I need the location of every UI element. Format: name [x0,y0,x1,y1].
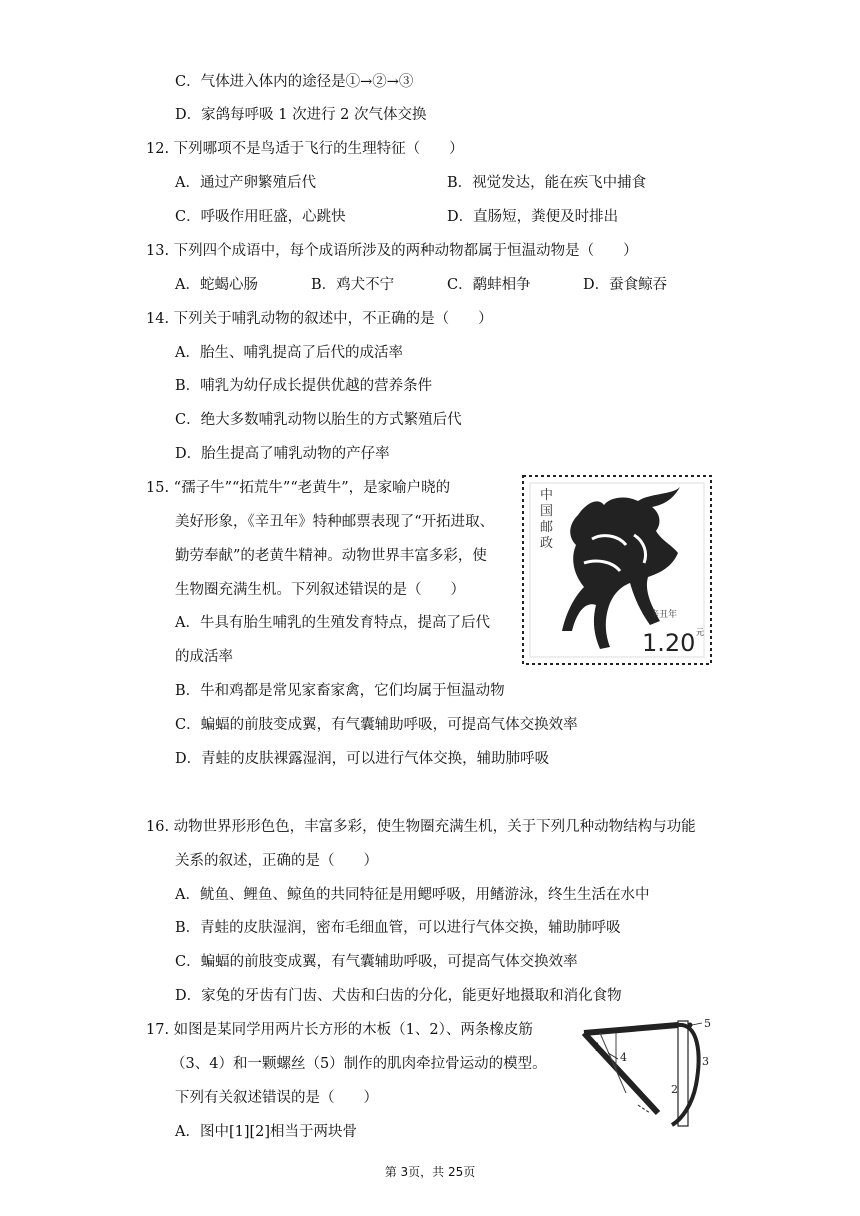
q17-stem-line2: （3、4）和一颗螺丝（5）制作的肌肉牵拉骨运动的模型。 [171,1056,547,1072]
q14-option-c: C．绝大多数哺乳动物以胎生的方式繁殖后代 [175,412,462,428]
page-footer: 第 3页，共 25页 [384,1165,476,1179]
q14-stem: 14. 下列关于哺乳动物的叙述中，不正确的是（ ） [146,311,493,327]
q15-option-a: A．牛具有胎生哺乳的生殖发育特点，提高了后代 [175,615,490,631]
q11-option-c: C．气体进入体内的途径是①→②→③ [175,74,414,90]
q15-option-a-cont: 的成活率 [175,649,233,665]
q15-option-b: B．牛和鸡都是常见家畜家禽，它们均属于恒温动物 [175,683,505,699]
diagram-label-1: 1 [594,1041,601,1054]
stamp-artist: 辛丑年 [650,610,678,620]
q12-option-b: B．视觉发达，能在疾飞中捕食 [447,175,647,191]
svg-text:国: 国 [540,504,554,519]
q15-stem-line1: 15. “孺子牛”“拓荒牛”“老黄牛”，是家喻户晓的 [146,480,451,496]
q15-stem-line2: 美好形象，《辛丑年》特种邮票表现了“开拓进取、 [175,514,495,530]
stamp-unit: 元 [696,628,704,637]
q15-option-c: C．蝙蝠的前肢变成翼，有气囊辅助呼吸，可提高气体交换效率 [175,717,578,733]
stamp-value: 1.20 [642,629,696,657]
muscle-bone-model-diagram [578,1013,723,1128]
q14-option-a: A．胎生、哺乳提高了后代的成活率 [175,345,403,361]
q16-stem-line1: 16. 动物世界形形色色，丰富多彩，使生物圈充满生机，关于下列几种动物结构与功能 [146,819,696,835]
svg-text:邮: 邮 [540,520,554,535]
ox-stamp-image [522,475,712,665]
q17-stem-line3: 下列有关叙述错误的是（ ） [175,1090,378,1106]
svg-text:中: 中 [540,488,554,503]
q12-option-d: D．直肠短，粪便及时排出 [447,209,619,225]
q15-stem-line4: 生物圈充满生机。下列叙述错误的是（ ） [175,582,465,598]
q16-stem-line2: 关系的叙述，正确的是（ ） [175,853,378,869]
q13-option-b: B．鸡犬不宁 [311,277,395,293]
diagram-label-5: 5 [704,1017,711,1030]
q16-option-d: D．家兔的牙齿有门齿、犬齿和臼齿的分化，能更好地摄取和消化食物 [175,988,622,1004]
q13-stem: 13. 下列四个成语中，每个成语所涉及的两种动物都属于恒温动物是（ ） [146,243,638,259]
q12-option-a: A．通过产卵繁殖后代 [175,175,316,191]
q11-option-d: D．家鸽每呼吸 1 次进行 2 次气体交换 [175,107,427,123]
q17-option-a: A．图中[1][2]相当于两块骨 [175,1124,358,1140]
q17-stem-line1: 17. 如图是某同学用两片长方形的木板（1、2）、两条橡皮筋 [146,1022,533,1038]
q14-option-b: B．哺乳为幼仔成长提供优越的营养条件 [175,378,433,394]
diagram-label-4: 4 [620,1051,627,1064]
q12-option-c: C．呼吸作用旺盛，心跳快 [175,209,346,225]
q13-option-a: A．蛇蝎心肠 [175,277,258,293]
q15-option-d: D．青蛙的皮肤裸露湿润，可以进行气体交换，辅助肺呼吸 [175,751,550,767]
q13-option-d: D．蚕食鲸吞 [583,277,668,293]
diagram-label-2: 2 [671,1083,678,1096]
q15-stem-line3: 勤劳奉献”的老黄牛精神。动物世界丰富多彩，使 [175,548,487,564]
q12-stem: 12. 下列哪项不是鸟适于飞行的生理特征（ ） [146,141,464,157]
q16-option-a: A．鱿鱼、鲤鱼、鲸鱼的共同特征是用鳃呼吸，用鳍游泳，终生生活在水中 [175,887,650,903]
svg-text:政: 政 [540,536,554,551]
diagram-label-3: 3 [702,1055,709,1068]
q13-option-c: C．鹬蚌相争 [447,277,531,293]
q14-option-d: D．胎生提高了哺乳动物的产仔率 [175,446,390,462]
q16-option-b: B．青蛙的皮肤湿润，密布毛细血管，可以进行气体交换，辅助肺呼吸 [175,920,621,936]
q16-option-c: C．蝙蝠的前肢变成翼，有气囊辅助呼吸，可提高气体交换效率 [175,954,578,970]
